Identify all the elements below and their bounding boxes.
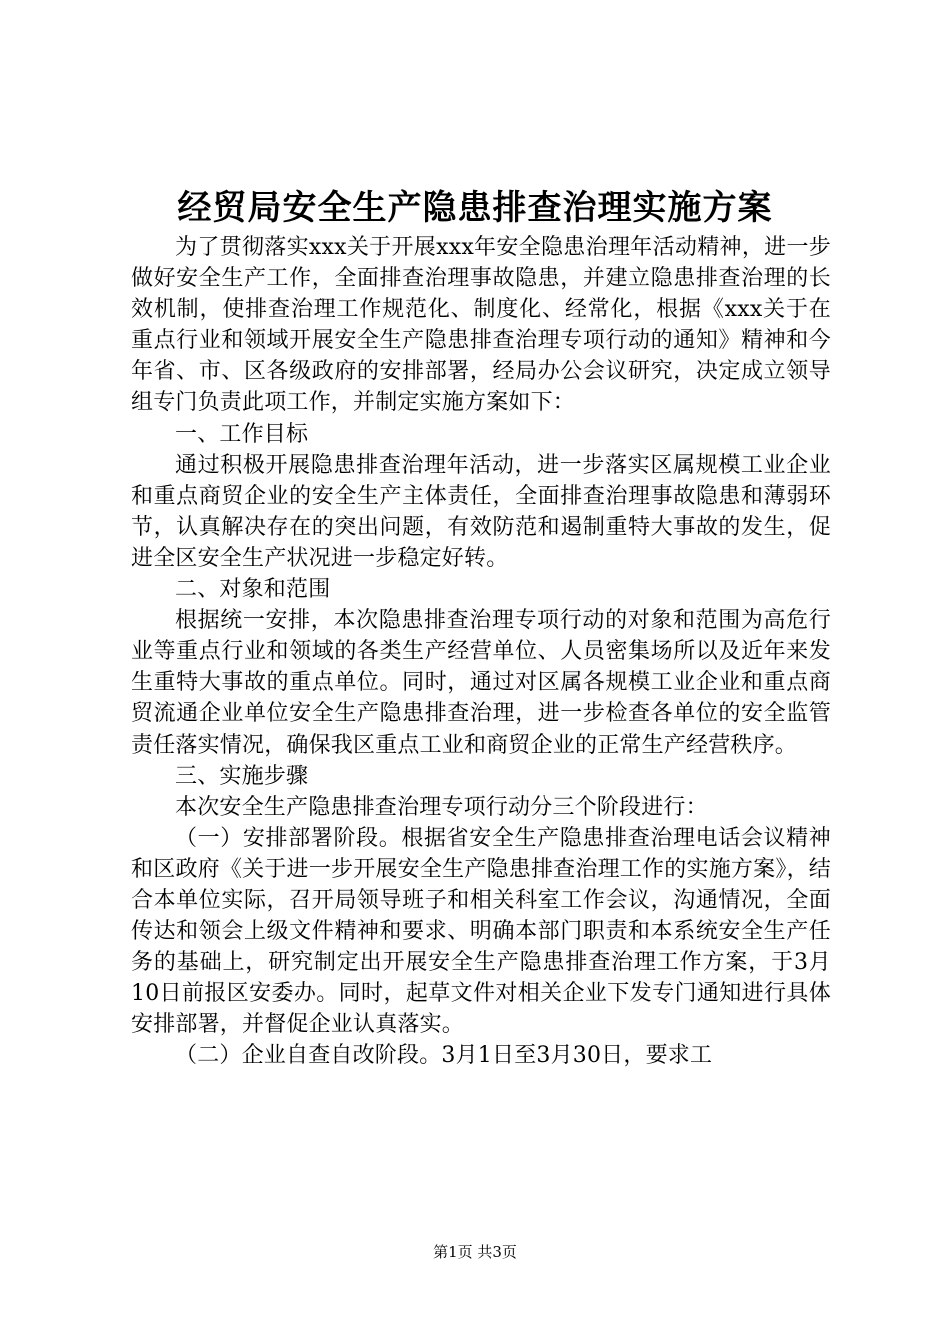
paragraph-scope: 根据统一安排，本次隐患排查治理专项行动的对象和范围为高危行业等重点行业和领域的各类生产经营单位、人员密集场所以及近年来发生重特大事故的重点单位。同时，通过对区属各规模工业企业和重点商贸流通企业单位安全生产隐患排查治理，进一步检查各单位的安全监管责任落实情况，确保我区重点工业和商贸企业的正常生产经营秩序。 bbox=[131, 608, 831, 758]
document-body bbox=[131, 232, 831, 1072]
paragraph-step-one: （一）安排部署阶段。根据省安全生产隐患排查治理电话会议精神和区政府《关于进一步开展安全生产隐患排查治理工作的实施方案》，结合本单位实际，召开局领导班子和相关科室工作会议，沟通情况，全面传达和领会上级文件精神和要求、明确本部门职责和本系统安全生产任务的基础上，研究制定出开展安全生产隐患排查治理工作方案，于3月10日前报区安委办。同时，起草文件对相关企业下发专门通知进行具体安排部署，并督促企业认真落实。 bbox=[131, 825, 831, 1038]
paragraph-intro: 为了贯彻落实xxx关于开展xxx年安全隐患治理年活动精神，进一步做好安全生产工作，全面排查治理事故隐患，并建立隐患排查治理的长效机制，使排查治理工作规范化、制度化、经常化，根据《xxx关于在重点行业和领域开展安全生产隐患排查治理专项行动的通知》精神和今年省、市、区各级政府的安排部署，经局办公会议研究，决定成立领导组专门负责此项工作，并制定实施方案如下： bbox=[131, 235, 831, 416]
paragraph-steps-intro: 本次安全生产隐患排查治理专项行动分三个阶段进行： bbox=[175, 794, 708, 820]
heading-work-goals: 一、工作目标 bbox=[175, 421, 309, 447]
heading-scope: 二、对象和范围 bbox=[175, 577, 331, 603]
document-title: 经贸局安全生产隐患排查治理实施方案 bbox=[177, 188, 773, 228]
heading-steps: 三、实施步骤 bbox=[175, 763, 309, 789]
paragraph-step-two: （二）企业自查自改阶段。3月1日至3月30日，要求工 bbox=[175, 1043, 713, 1069]
paragraph-work-goals: 通过积极开展隐患排查治理年活动，进一步落实区属规模工业企业和重点商贸企业的安全生产主体责任，全面排查治理事故隐患和薄弱环节，认真解决存在的突出问题，有效防范和遏制重特大事故的发生，促进全区安全生产状况进一步稳定好转。 bbox=[131, 452, 831, 571]
page-number-footer: 第1页 共3页 bbox=[433, 1243, 517, 1261]
